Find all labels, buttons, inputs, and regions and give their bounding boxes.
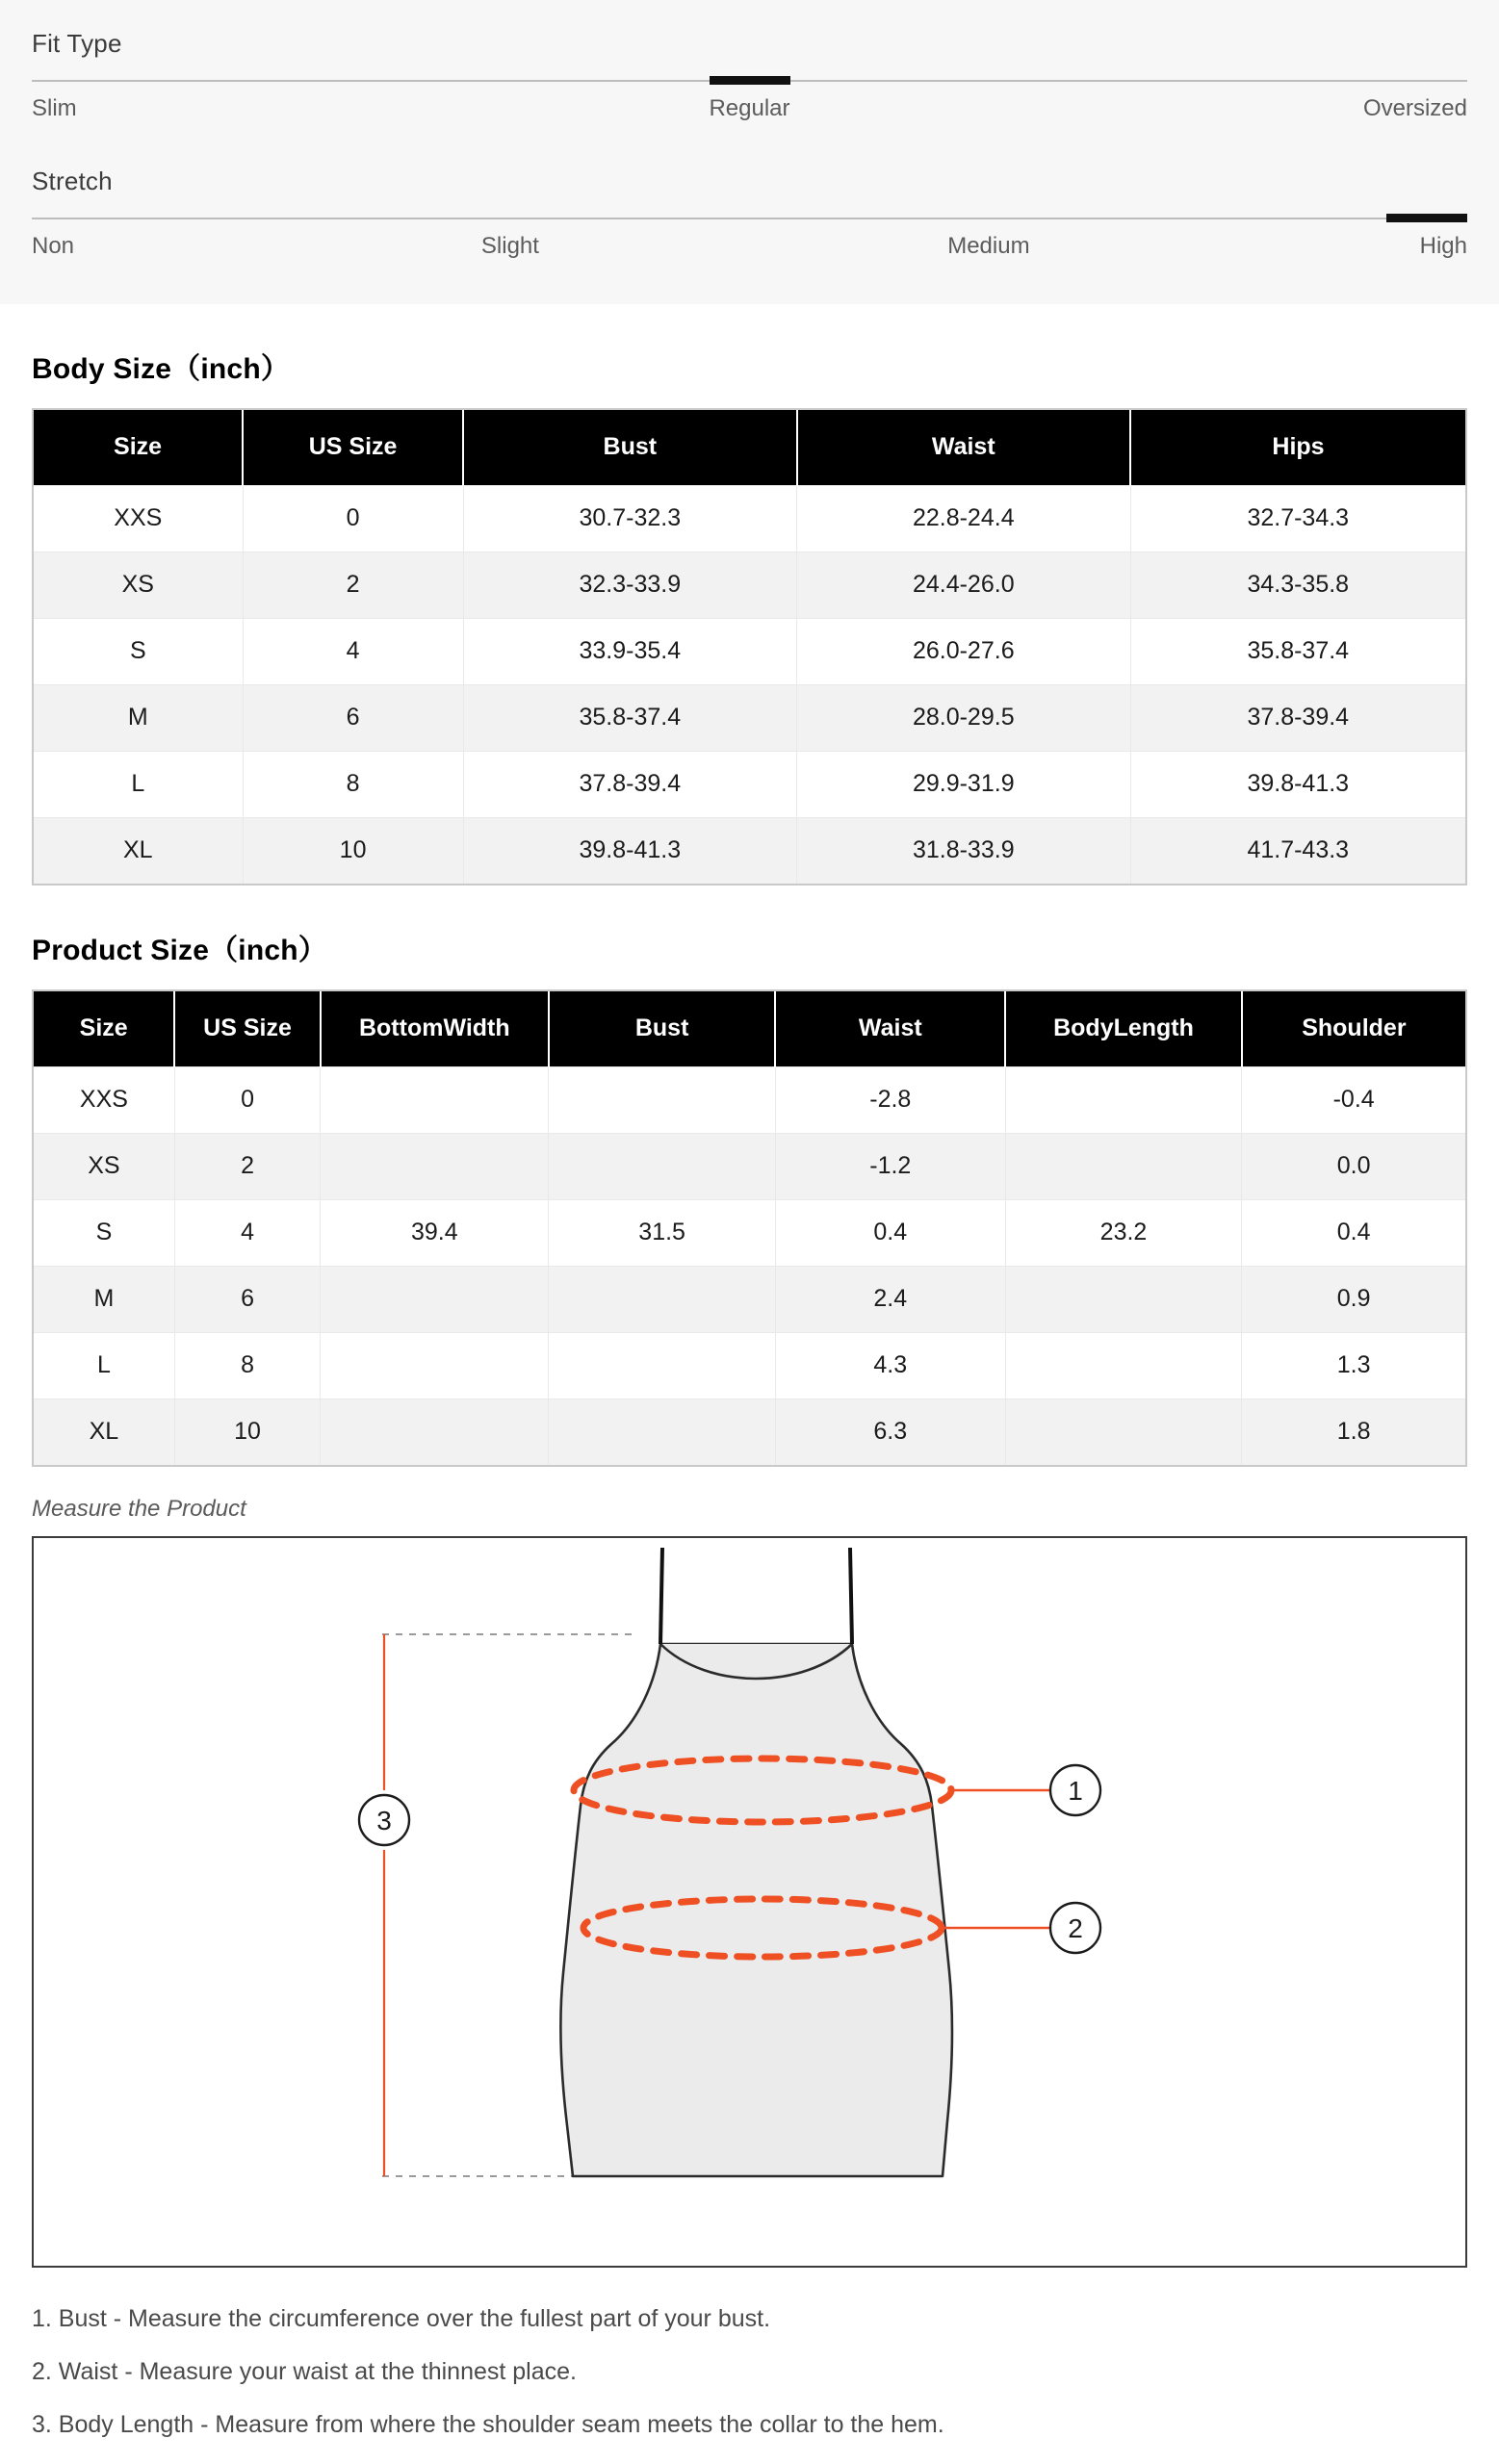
- body-size-cell-r1-c1: 2: [243, 552, 463, 618]
- product-size-col-5: BodyLength: [1005, 991, 1242, 1066]
- body-size-cell-r1-c4: 34.3-35.8: [1130, 552, 1465, 618]
- fit-type-meter: [32, 29, 1467, 134]
- product-size-col-3: Bust: [549, 991, 775, 1066]
- product-size-cell-r5-c2: [321, 1399, 549, 1465]
- table-row: [34, 485, 1465, 552]
- body-size-cell-r4-c0: L: [34, 751, 243, 817]
- product-size-cell-r4-c3: [549, 1332, 775, 1399]
- product-size-cell-r3-c0: M: [34, 1266, 174, 1332]
- body-size-cell-r5-c1: 10: [243, 817, 463, 884]
- product-size-heading: [32, 926, 1499, 968]
- body-size-cell-r1-c0: XS: [34, 552, 243, 618]
- body-size-cell-r2-c2: 33.9-35.4: [463, 618, 796, 684]
- product-size-cell-r4-c4: 4.3: [775, 1332, 1005, 1399]
- product-size-table: [34, 991, 1465, 1465]
- marker-2-label: 2: [1068, 1913, 1083, 1943]
- product-size-col-4: Waist: [775, 991, 1005, 1066]
- product-size-cell-r0-c3: [549, 1066, 775, 1133]
- product-size-cell-r5-c0: XL: [34, 1399, 174, 1465]
- product-size-cell-r5-c6: 1.8: [1242, 1399, 1465, 1465]
- table-row: [34, 1266, 1465, 1332]
- product-size-cell-r0-c0: XXS: [34, 1066, 174, 1133]
- body-size-cell-r3-c4: 37.8-39.4: [1130, 684, 1465, 751]
- body-size-cell-r5-c0: XL: [34, 817, 243, 884]
- table-row: [34, 618, 1465, 684]
- product-size-cell-r4-c2: [321, 1332, 549, 1399]
- stretch-label-high: High: [1419, 233, 1467, 259]
- product-size-cell-r5-c1: 10: [174, 1399, 320, 1465]
- body-size-cell-r3-c3: 28.0-29.5: [797, 684, 1130, 751]
- product-size-cell-r4-c6: 1.3: [1242, 1332, 1465, 1399]
- instruction-bust: 1. Bust - Measure the circumference over the fullest part of your bust.: [32, 2305, 771, 2332]
- product-size-cell-r5-c3: [549, 1399, 775, 1465]
- product-size-cell-r2-c2: 39.4: [321, 1199, 549, 1266]
- body-size-cell-r0-c4: 32.7-34.3: [1130, 485, 1465, 552]
- table-row: [34, 1399, 1465, 1465]
- product-size-col-6: Shoulder: [1242, 991, 1465, 1066]
- product-size-cell-r2-c4: 0.4: [775, 1199, 1005, 1266]
- product-size-cell-r1-c2: [321, 1133, 549, 1199]
- product-size-cell-r2-c5: 23.2: [1005, 1199, 1242, 1266]
- product-size-col-0: Size: [34, 991, 174, 1066]
- product-size-cell-r3-c1: 6: [174, 1266, 320, 1332]
- body-size-heading-unit: （inch）: [171, 353, 291, 385]
- garment-strap-right: [850, 1548, 852, 1644]
- product-size-cell-r3-c3: [549, 1266, 775, 1332]
- body-size-cell-r5-c3: 31.8-33.9: [797, 817, 1130, 884]
- measurement-instructions: [32, 2300, 1467, 2443]
- body-size-cell-r4-c2: 37.8-39.4: [463, 751, 796, 817]
- table-row: [34, 751, 1465, 817]
- fit-attributes-panel: [0, 0, 1499, 304]
- product-size-cell-r1-c1: 2: [174, 1133, 320, 1199]
- product-size-cell-r2-c1: 4: [174, 1199, 320, 1266]
- stretch-labels: [32, 233, 1467, 271]
- body-size-cell-r2-c4: 35.8-37.4: [1130, 618, 1465, 684]
- product-size-cell-r3-c4: 2.4: [775, 1266, 1005, 1332]
- stretch-label-medium: Medium: [947, 233, 1030, 259]
- body-size-cell-r0-c0: XXS: [34, 485, 243, 552]
- product-size-cell-r0-c1: 0: [174, 1066, 320, 1133]
- product-size-table-wrap: [32, 989, 1467, 1467]
- body-size-table-wrap: [32, 408, 1467, 886]
- product-size-cell-r4-c1: 8: [174, 1332, 320, 1399]
- fit-type-track[interactable]: [32, 80, 1467, 82]
- fit-type-label-regular: Regular: [709, 95, 790, 121]
- fit-type-thumb[interactable]: [710, 76, 790, 85]
- instruction-waist: 2. Waist - Measure your waist at the thinnest place.: [32, 2357, 577, 2385]
- stretch-label-non: Non: [32, 233, 75, 259]
- product-size-cell-r4-c5: [1005, 1332, 1242, 1399]
- product-size-cell-r0-c5: [1005, 1066, 1242, 1133]
- marker-3-label: 3: [376, 1806, 392, 1835]
- body-size-cell-r1-c2: 32.3-33.9: [463, 552, 796, 618]
- product-size-cell-r1-c0: XS: [34, 1133, 174, 1199]
- table-row: [34, 1199, 1465, 1266]
- product-size-col-2: BottomWidth: [321, 991, 549, 1066]
- table-row: [34, 1332, 1465, 1399]
- product-size-cell-r2-c6: 0.4: [1242, 1199, 1465, 1266]
- body-size-heading: [32, 345, 1499, 387]
- product-size-cell-r3-c2: [321, 1266, 549, 1332]
- stretch-thumb[interactable]: [1386, 214, 1467, 222]
- product-size-cell-r3-c6: 0.9: [1242, 1266, 1465, 1332]
- body-size-cell-r2-c0: S: [34, 618, 243, 684]
- body-size-cell-r3-c1: 6: [243, 684, 463, 751]
- stretch-title: Stretch: [32, 167, 113, 195]
- body-size-cell-r4-c3: 29.9-31.9: [797, 751, 1130, 817]
- product-size-cell-r5-c4: 6.3: [775, 1399, 1005, 1465]
- product-size-cell-r1-c5: [1005, 1133, 1242, 1199]
- body-size-cell-r5-c4: 41.7-43.3: [1130, 817, 1465, 884]
- garment-diagram-svg: [34, 1538, 1467, 2266]
- table-row: [34, 684, 1465, 751]
- body-size-cell-r4-c4: 39.8-41.3: [1130, 751, 1465, 817]
- body-size-heading-text: Body Size: [32, 353, 172, 385]
- stretch-meter: [32, 167, 1467, 271]
- product-measure-diagram: [32, 1536, 1467, 2268]
- product-size-cell-r3-c5: [1005, 1266, 1242, 1332]
- body-size-cell-r4-c1: 8: [243, 751, 463, 817]
- body-size-cell-r3-c0: M: [34, 684, 243, 751]
- product-size-table-body: [34, 1066, 1465, 1465]
- body-size-col-3: Waist: [797, 410, 1130, 485]
- table-row: [34, 1066, 1465, 1133]
- product-size-table-head: [34, 991, 1465, 1066]
- measure-the-product-label: Measure the Product: [32, 1496, 246, 1522]
- body-size-cell-r0-c3: 22.8-24.4: [797, 485, 1130, 552]
- product-size-cell-r5-c5: [1005, 1399, 1242, 1465]
- body-size-col-0: Size: [34, 410, 243, 485]
- table-header-row: [34, 410, 1465, 485]
- product-size-cell-r0-c2: [321, 1066, 549, 1133]
- product-size-cell-r0-c6: -0.4: [1242, 1066, 1465, 1133]
- table-row: [34, 552, 1465, 618]
- body-size-table-head: [34, 410, 1465, 485]
- body-size-table-body: [34, 485, 1465, 884]
- fit-type-label-slim: Slim: [32, 95, 77, 121]
- product-size-heading-text: Product Size: [32, 935, 210, 966]
- body-size-cell-r1-c3: 24.4-26.0: [797, 552, 1130, 618]
- product-size-cell-r1-c3: [549, 1133, 775, 1199]
- product-size-cell-r4-c0: L: [34, 1332, 174, 1399]
- garment-strap-left: [660, 1548, 662, 1644]
- body-size-col-2: Bust: [463, 410, 796, 485]
- body-size-cell-r0-c2: 30.7-32.3: [463, 485, 796, 552]
- body-size-table: [34, 410, 1465, 884]
- product-size-cell-r1-c4: -1.2: [775, 1133, 1005, 1199]
- product-size-col-1: US Size: [174, 991, 320, 1066]
- body-size-cell-r2-c1: 4: [243, 618, 463, 684]
- product-size-cell-r0-c4: -2.8: [775, 1066, 1005, 1133]
- product-size-cell-r1-c6: 0.0: [1242, 1133, 1465, 1199]
- table-row: [34, 817, 1465, 884]
- stretch-track[interactable]: [32, 218, 1467, 219]
- fit-type-label-oversized: Oversized: [1362, 95, 1467, 121]
- product-size-heading-unit: （inch）: [209, 935, 327, 966]
- body-size-cell-r2-c3: 26.0-27.6: [797, 618, 1130, 684]
- product-size-cell-r2-c0: S: [34, 1199, 174, 1266]
- table-header-row: [34, 991, 1465, 1066]
- stretch-label-slight: Slight: [480, 233, 539, 259]
- instruction-body-length: 3. Body Length - Measure from where the shoulder seam meets the collar to the hem.: [32, 2410, 944, 2438]
- body-size-cell-r0-c1: 0: [243, 485, 463, 552]
- body-size-cell-r3-c2: 35.8-37.4: [463, 684, 796, 751]
- product-size-cell-r2-c3: 31.5: [549, 1199, 775, 1266]
- marker-1-label: 1: [1068, 1776, 1083, 1806]
- body-size-col-4: Hips: [1130, 410, 1465, 485]
- fit-type-labels: [32, 95, 1467, 134]
- body-size-cell-r5-c2: 39.8-41.3: [463, 817, 796, 884]
- table-row: [34, 1133, 1465, 1199]
- body-size-col-1: US Size: [243, 410, 463, 485]
- fit-type-title: Fit Type: [32, 29, 122, 58]
